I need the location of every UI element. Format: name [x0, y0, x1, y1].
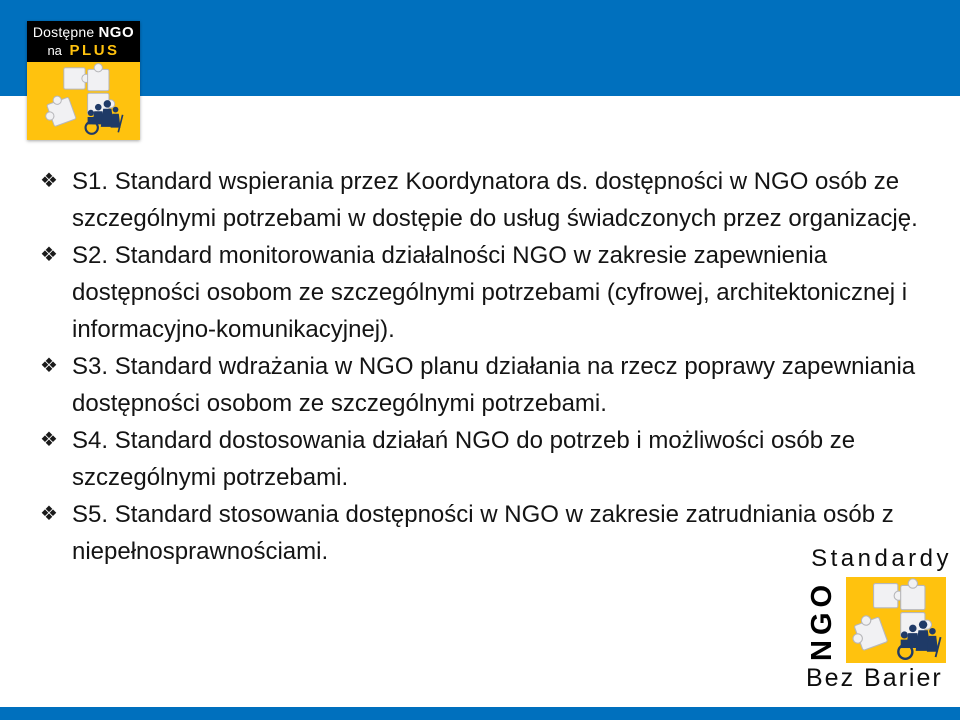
text-line: szczególnymi potrzebami w dostępie do usług świadczonych przez organizację.	[72, 205, 918, 232]
text-line: szczególnymi potrzebami.	[72, 464, 349, 491]
diamond-bullet-icon: ❖	[40, 244, 58, 266]
logo-line2-regular: na	[47, 42, 62, 58]
bullet-text-s1	[72, 163, 935, 237]
text-line: informacyjno-komunikacyjnej).	[72, 316, 395, 343]
logo-line1	[33, 24, 134, 41]
logo-line1-bold: NGO	[98, 24, 135, 42]
logo-graphic-box	[27, 62, 140, 140]
logo-top-text: Standardy	[811, 545, 952, 572]
bullet-item-s1	[40, 163, 935, 237]
bullet-text-s2	[72, 237, 935, 348]
text-line: niepełnosprawnościami.	[72, 538, 329, 565]
text-line: dostępności osobom ze szczególnymi potrzebami.	[72, 390, 607, 417]
logo-dostepne-ngo-na-plus	[27, 21, 140, 140]
logo-bottom-text: Bez Barier	[806, 664, 943, 692]
logo-graphic-box	[846, 577, 946, 663]
bullet-item-s3	[40, 348, 935, 422]
diamond-bullet-icon: ❖	[40, 355, 58, 377]
puzzle-people-icon	[846, 577, 946, 663]
footer-band	[0, 707, 960, 720]
text-line: S2. Standard monitorowania działalności NGO w zakresie zapewnienia	[72, 242, 828, 269]
standards-bullet-list	[40, 163, 935, 570]
logo-vertical-text: NGO	[806, 579, 838, 661]
logo-line1-regular: Dostępne	[32, 24, 95, 41]
text-line: dostępności osobom ze szczególnymi potrzebami (cyfrowej, architektonicznej i	[72, 279, 908, 306]
bullet-text-s4	[72, 422, 935, 496]
bullet-item-s2	[40, 237, 935, 348]
bullet-text-s3	[72, 348, 935, 422]
bullet-item-s4	[40, 422, 935, 496]
logo-line2	[47, 42, 119, 59]
text-line: S5. Standard stosowania dostępności w NGO w zakresie zatrudniania osób z	[72, 501, 894, 528]
logo-line2-accent: PLUS	[69, 41, 120, 59]
diamond-bullet-icon: ❖	[40, 429, 58, 451]
text-line: S4. Standard dostosowania działań NGO do potrzeb i możliwości osób ze	[72, 427, 856, 454]
header-band	[0, 0, 960, 96]
logo-standardy-ngo-bez-barier	[800, 545, 952, 695]
puzzle-people-icon	[27, 62, 140, 140]
logo-caption-box	[27, 21, 140, 62]
diamond-bullet-icon: ❖	[40, 503, 58, 525]
text-line: S3. Standard wdrażania w NGO planu działania na rzecz poprawy zapewniania	[72, 353, 916, 380]
diamond-bullet-icon: ❖	[40, 170, 58, 192]
text-line: S1. Standard wspierania przez Koordynatora ds. dostępności w NGO osób ze	[72, 168, 900, 195]
